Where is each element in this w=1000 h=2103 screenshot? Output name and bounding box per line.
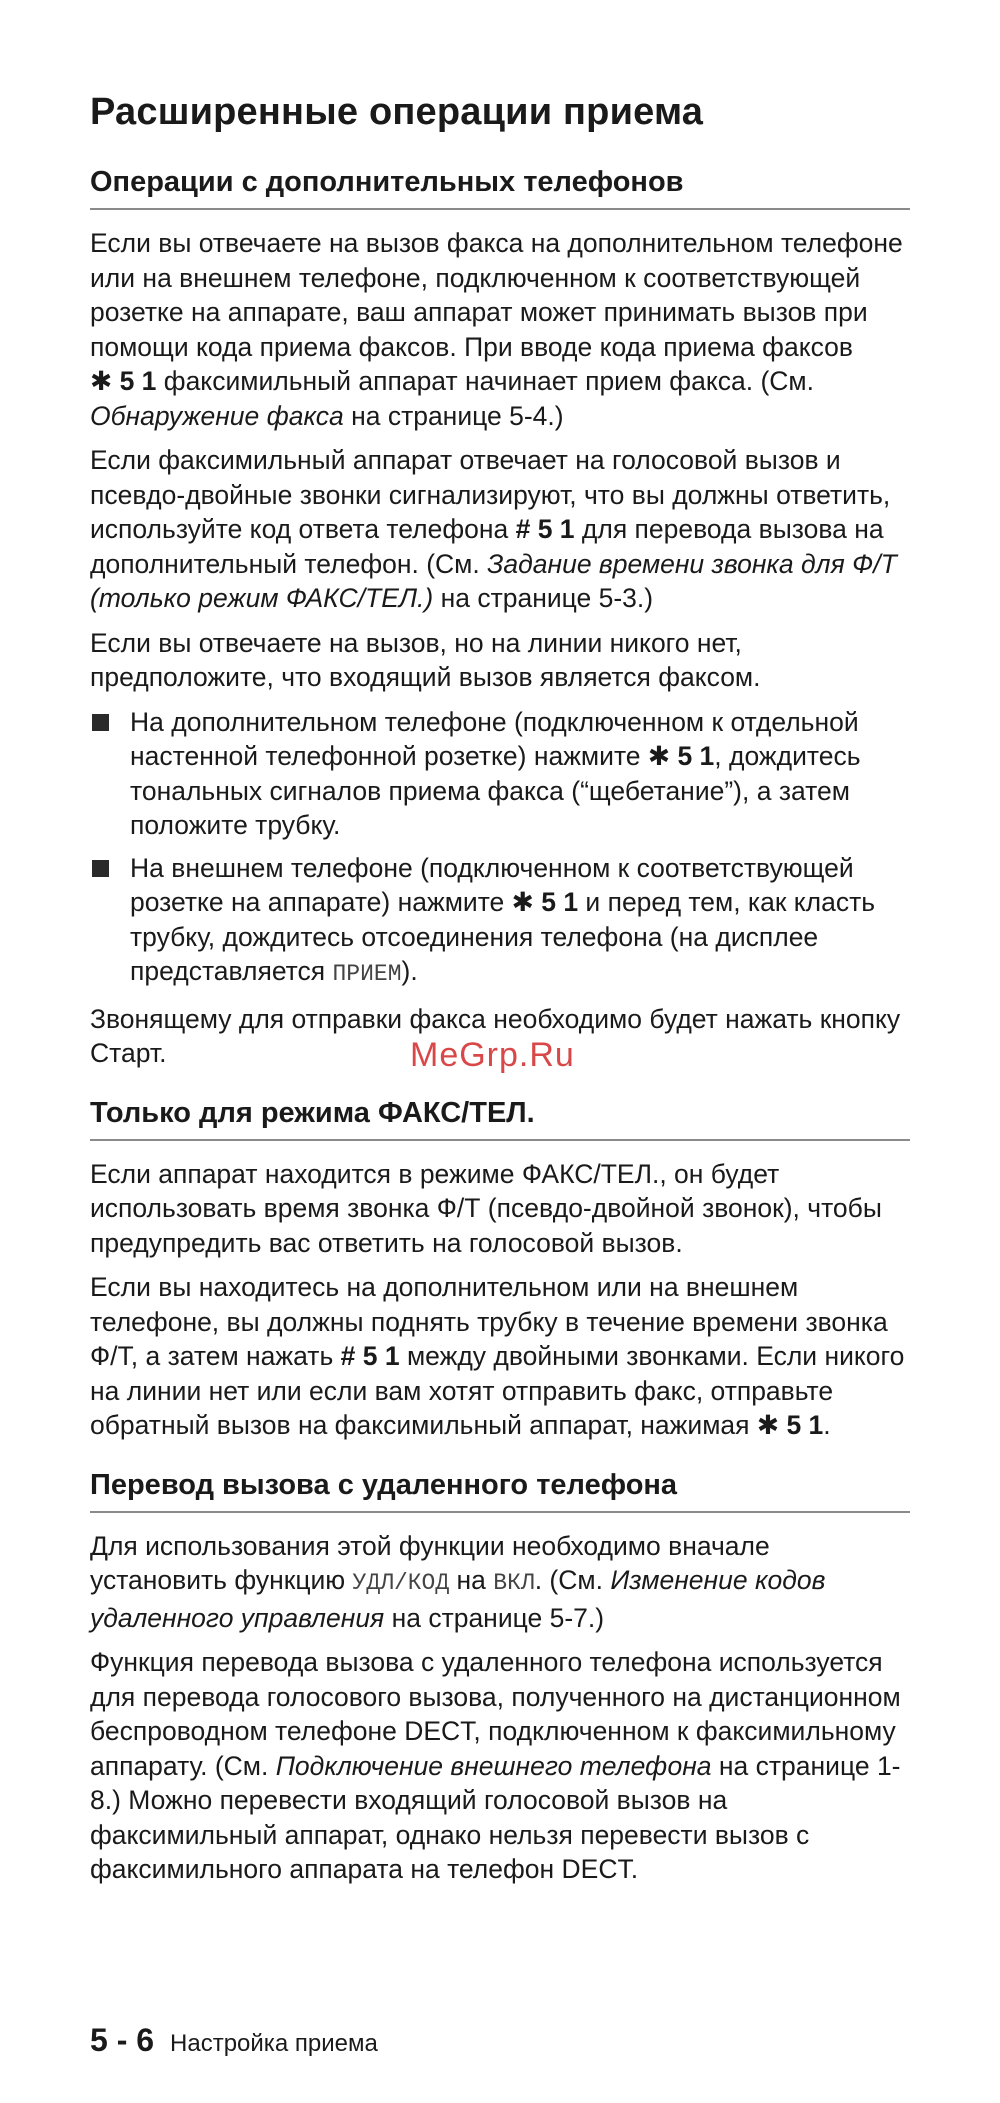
bullet-list bbox=[90, 705, 910, 992]
section-fax-tel-mode bbox=[90, 1095, 910, 1443]
fax-receive-code: ✱ 5 1 bbox=[756, 1410, 824, 1440]
cross-reference: Подключение внешнего телефона bbox=[275, 1750, 712, 1781]
section-extension-phones bbox=[90, 164, 910, 1071]
document-page bbox=[90, 88, 910, 1911]
fax-receive-code: ✱ 5 1 bbox=[647, 741, 715, 771]
list-item: На внешнем телефоне (подключенном к соответствующей розетке на аппарате) нажмите ✱ 5 1 и перед тем, как класть трубку, дождитесь отсоединения телефона (на дисплее представляется ПРИЕМ). bbox=[90, 851, 910, 992]
fax-receive-code: ✱ 5 1 bbox=[90, 366, 157, 396]
watermark: MeGrp.Ru bbox=[410, 1036, 575, 1074]
list-item: На дополнительном телефоне (подключенном к отдельной настенной телефонной розетке) нажмите ✱ 5 1, дождитесь тональных сигналов приема факса (“щебетание”), а затем положите трубку. bbox=[90, 705, 910, 843]
page-footer bbox=[90, 2022, 378, 2059]
cross-reference: Задание времени звонка для Ф/Т (только режим ФАКС/ТЕЛ.) bbox=[90, 548, 897, 613]
phone-answer-code: # 5 1 bbox=[340, 1341, 400, 1371]
cross-reference: Изменение кодов удаленного управления bbox=[90, 1565, 826, 1633]
lcd-text: ПРИЕМ bbox=[332, 961, 402, 987]
fax-receive-code: ✱ 5 1 bbox=[511, 887, 579, 917]
paragraph: Если вы находитесь на дополнительном или на внешнем телефоне, вы должны поднять трубку в течение времени звонка Ф/Т, а затем нажать # 5 1 между двойными звонками. Если никого на линии нет или если вам хотят отправить факс, отправьте обратный вызов на факсимильный аппарат, нажимая ✱ 5 1. bbox=[90, 1272, 905, 1440]
lcd-text: ВКЛ bbox=[493, 1570, 535, 1596]
paragraph: Если вы отвечаете на вызов факса на дополнительном телефоне или на внешнем телефоне, подключенном к соответствующей розетке на аппарате, ваш аппарат может принимать вызов при помощи кода приема факсов. При вводе кода приема факсов ✱ 5 1 факсимильный аппарат начинает прием факса. (См. Обнаружение факса на странице 5-4.) bbox=[90, 228, 903, 431]
paragraph: Если аппарат находится в режиме ФАКС/ТЕЛ., он будет использовать время звонка Ф/Т (псевдо-двойной звонок), чтобы предупредить вас ответить на голосовой вызов. bbox=[90, 1158, 882, 1258]
lcd-text: УДЛ/КОД bbox=[352, 1570, 450, 1596]
section-remote-transfer bbox=[90, 1467, 910, 1887]
paragraph: Функция перевода вызова с удаленного телефона используется для перевода голосового вызова, полученного на дистанционном беспроводном телефоне DECT, подключенном к факсимильному аппарату. (См. Подключение внешнего телефона на странице 1-8.) Можно перевести входящий голосовой вызов на факсимильный аппарат, однако нельзя перевести вызов с факсимильного аппарата на телефон DECT. bbox=[90, 1647, 901, 1884]
chapter-label: Настройка приема bbox=[170, 2030, 378, 2057]
bullet-square-icon bbox=[92, 714, 109, 731]
paragraph: Звонящему для отправки факса необходимо будет нажать кнопку Старт. bbox=[90, 1003, 901, 1068]
section-heading: Перевод вызова с удаленного телефона bbox=[90, 1467, 910, 1513]
page-title: Расширенные операции приема bbox=[90, 91, 704, 133]
phone-answer-code: # 5 1 bbox=[515, 514, 575, 544]
section-heading: Операции с дополнительных телефонов bbox=[90, 164, 910, 210]
paragraph: Для использования этой функции необходимо вначале установить функцию УДЛ/КОД на ВКЛ. (См. Изменение кодов удаленного управления на странице 5-7.) bbox=[90, 1530, 826, 1633]
section-heading: Только для режима ФАКС/ТЕЛ. bbox=[90, 1095, 910, 1141]
paragraph: Если факсимильный аппарат отвечает на голосовой вызов и псевдо-двойные звонки сигнализируют, что вы должны ответить, используйте код ответа телефона # 5 1 для перевода вызова на дополнительный телефон. (См. Задание времени звонка для Ф/Т (только режим ФАКС/ТЕЛ.) на странице 5-3.) bbox=[90, 445, 897, 613]
cross-reference: Обнаружение факса bbox=[90, 400, 344, 431]
page-number: 5 - 6 bbox=[90, 2022, 155, 2058]
bullet-square-icon bbox=[92, 860, 109, 877]
paragraph: Если вы отвечаете на вызов, но на линии никого нет, предположите, что входящий вызов является факсом. bbox=[90, 627, 761, 692]
